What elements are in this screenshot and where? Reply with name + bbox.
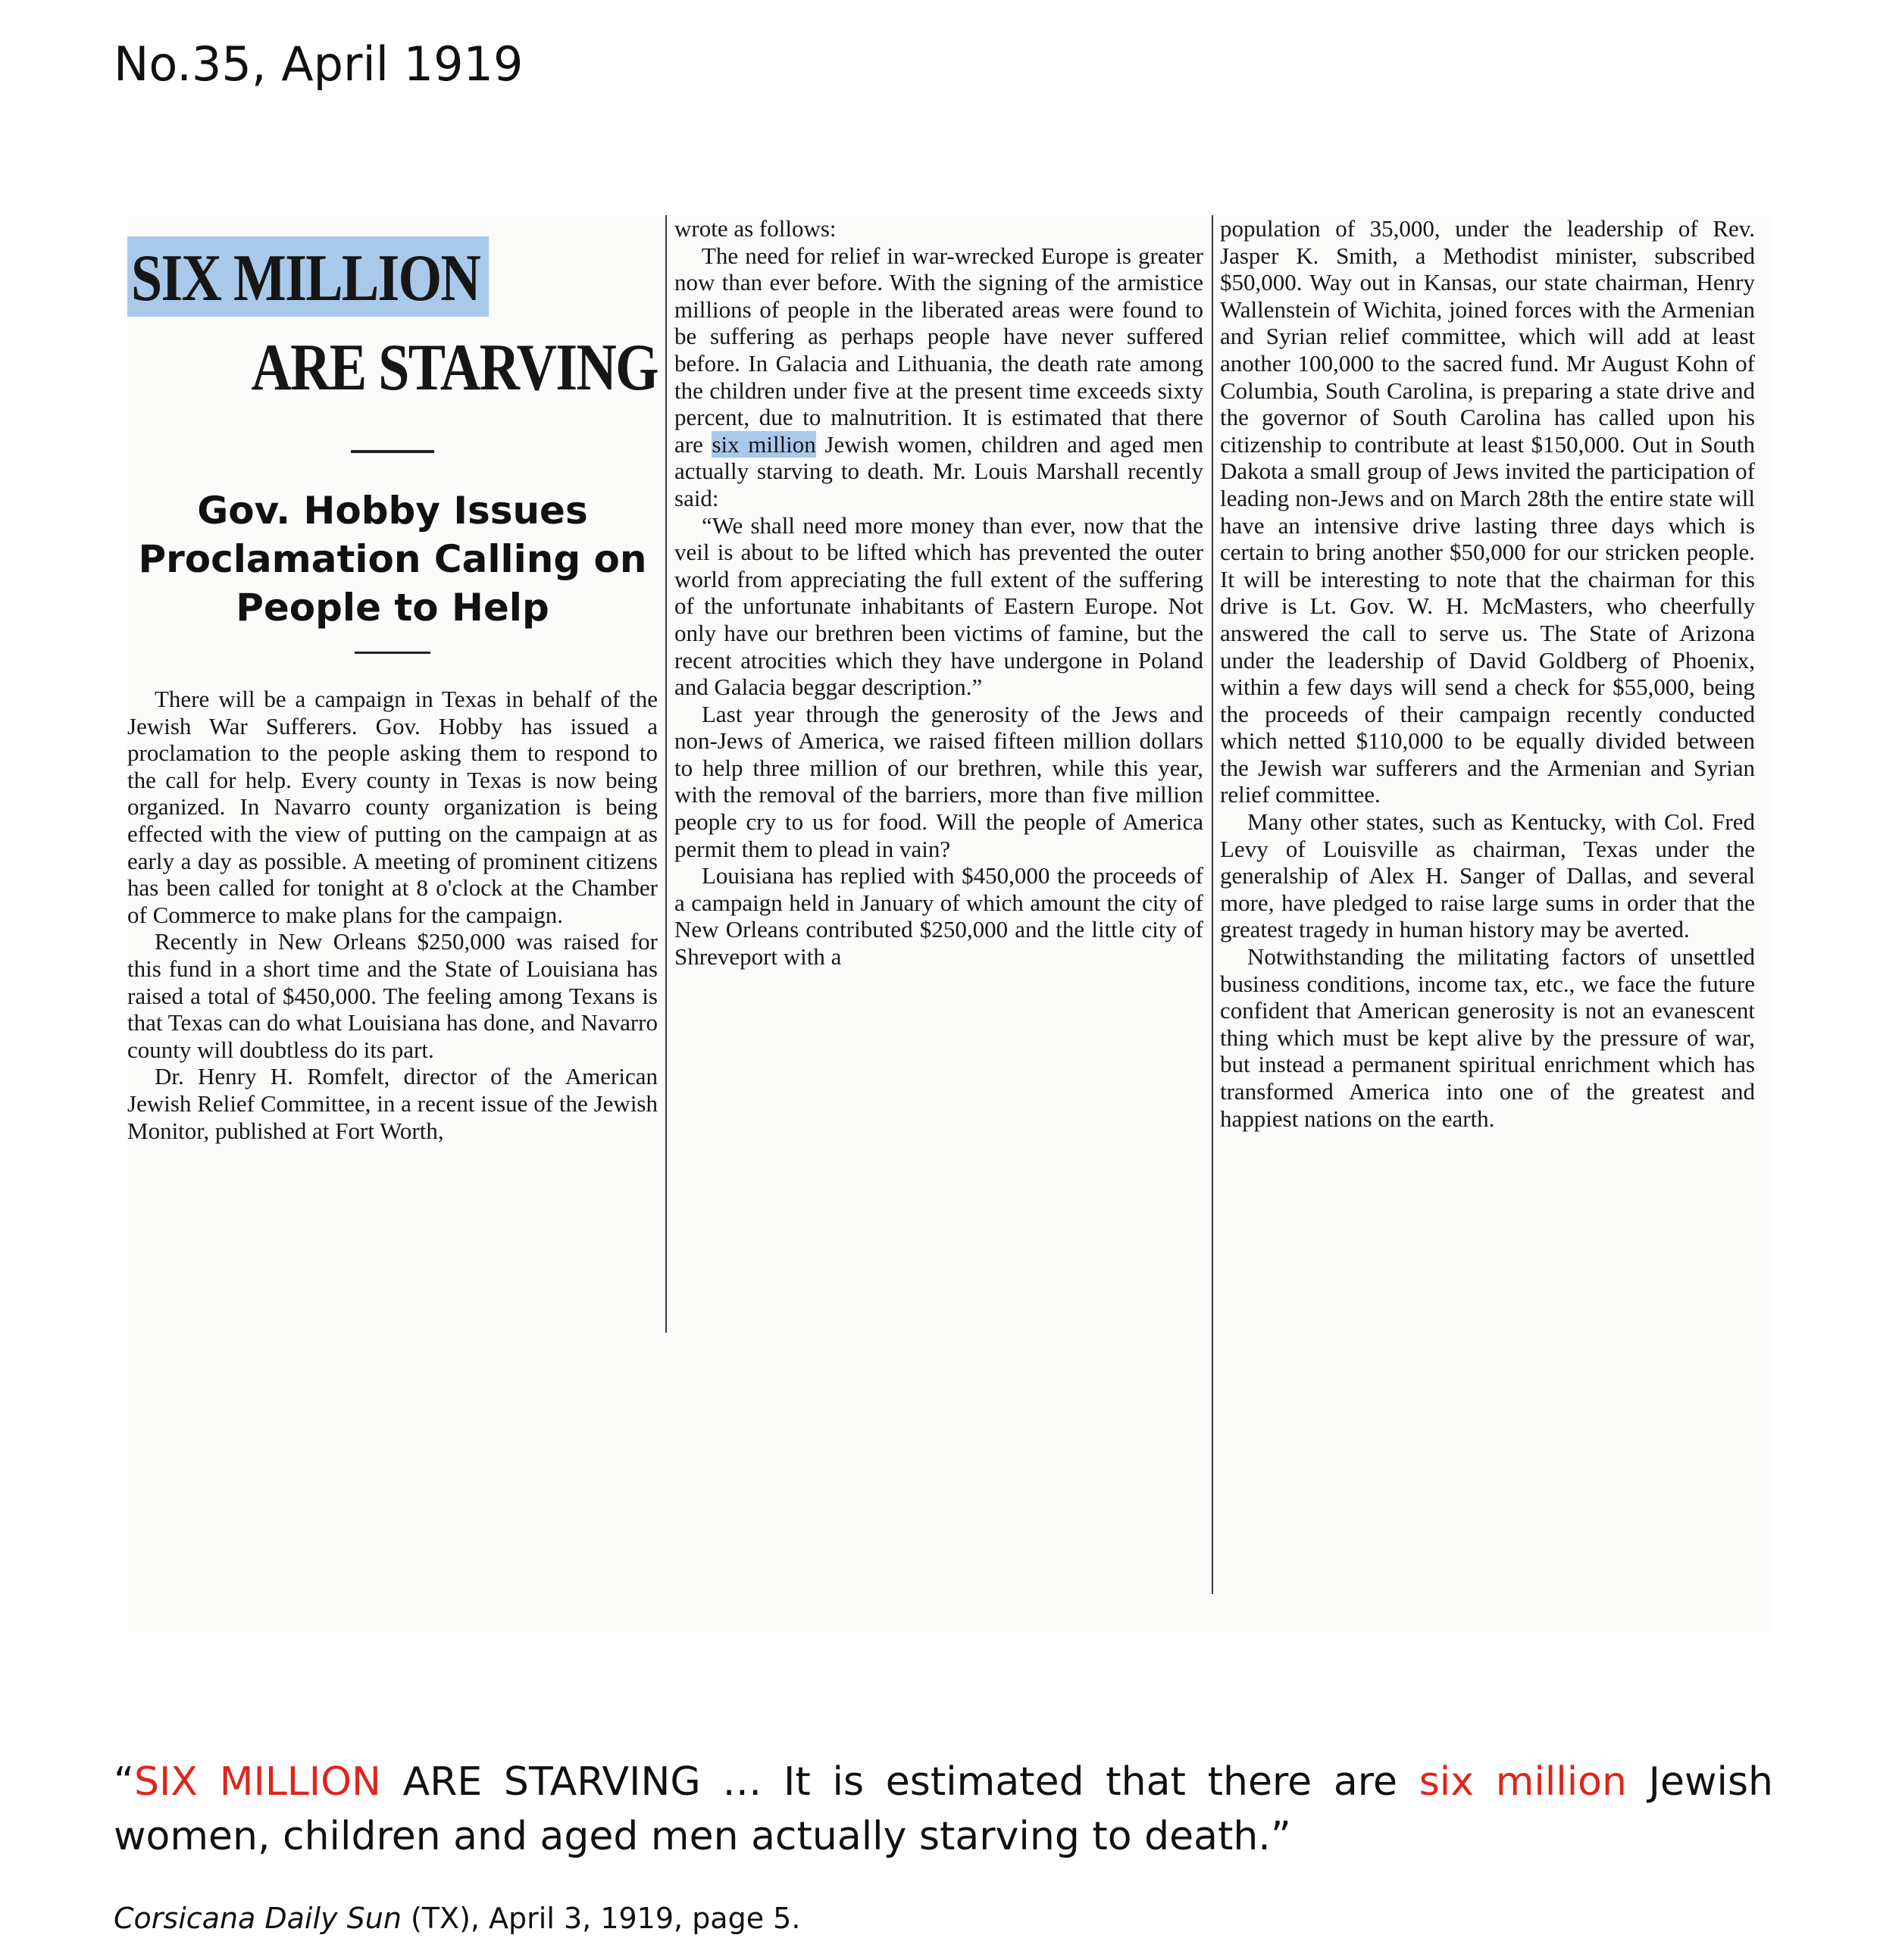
quote-text: ARE STARVING … It is estimated that there are [380,1759,1419,1805]
quote-red-phrase: six million [1419,1759,1627,1805]
publication-name: Corsicana Daily Sun [114,1902,402,1935]
article-paragraph: Many other states, such as Kentucky, with Col. Fred Levy of Louisville as chairman, Texas under the generalship of Alex H. Sanger of Dallas, and several more, have pledged to raise large sums in order that the greatest tragedy in human history may be averted. [1220,808,1755,943]
article-paragraph [674,242,1203,512]
column-rule [665,215,667,1333]
pull-quote [114,1755,1773,1864]
divider [355,652,430,654]
source-citation [114,1902,800,1935]
clipping-column-1 [127,215,658,1144]
quote-red-phrase: SIX MILLION [133,1759,381,1805]
article-paragraph: There will be a campaign in Texas in behalf of the Jewish War Sufferers. Gov. Hobby has issued a proclamation to the people asking them to respond to the call for help. Every county in Texas is now being organized. In Navarro county organization is being effected with the view of putting on the campaign at as early a day as possible. A meeting of prominent citizens has been called for tonight at 8 o'clock at the Chamber of Commerce to make plans for the campaign. [127,686,658,928]
headline-line-1: SIX MILLION [127,236,489,317]
article-paragraph: Notwithstanding the militating factors of unsettled business conditions, income tax, etc., we face the future confident that American generosity is not an evanescent thing which must be kept alive by the pressure of war, but instead a permanent spiritual enrichment which has transformed America into one of the greatest and happiest nations on the earth. [1220,943,1755,1132]
divider [351,450,434,453]
clipping-column-3 [1220,215,1755,1132]
article-paragraph: population of 35,000, under the leadership of Rev. Jasper K. Smith, a Methodist minister, subscribed $50,000. Way out in Kansas, our state chairman, Henry Wallenstein of Wichita, joined forces with the Armenian and Syrian relief committee, which will add at least another 100,000 to the sacred fund. Mr August Kohn of Columbia, South Carolina, is preparing a state drive and the governor of South Carolina has called upon his citizenship to contribute at least $150,000. Out in South Dakota a small group of Jews invited the participation of leading non-Jews and on March 28th the entire state will have an intensive drive lasting three days which is certain to bring another $50,000 for our stricken people. It will be interesting to note that the chairman for this drive is Lt. Gov. W. H. McMasters, who cheerfully answered the call to serve us. The State of Arizona under the leadership of David Goldberg of Phoenix, within a few days will send a check for $55,000, being the proceeds of their campaign recently conducted which netted $110,000 to be equally divided between the Jewish war sufferers and the Armenian and Syrian relief committee. [1220,215,1755,808]
clipping-column-2 [674,215,1203,971]
article-paragraph: “We shall need more money than ever, now that the veil is about to be lifted which has prevented the outer world from appreciating the full extent of the suffering of the unfortunate inhabitants of Eastern Europe. Not only have our brethren been victims of famine, but the recent atrocities which they have undergone in Poland and Galacia beggar description.” [674,511,1203,701]
quote-open-mark: “ [114,1759,134,1805]
newspaper-clipping [127,215,1772,1632]
subheadline: Gov. Hobby Issues Proclamation Calling on People to Help [138,489,647,630]
page-label: No.35, April 1919 [114,36,524,92]
headline-line-2: ARE STARVING [251,331,658,405]
column-rule [1212,215,1213,1594]
article-text: Jewish women, children and aged men actually starving to death. Mr. Louis Marshall recently said: [674,430,1204,511]
article-text: The need for relief in war-wrecked Europe is greater now than ever before. With the signing of the armistice millions of people in the liberated areas were found to be suffering as perhaps people have never suffered before. In Galacia and Lithuania, the death rate among the children under five at the present time exceeds sixty percent, due to malnutrition. It is estimated that there are [674,242,1203,458]
article-paragraph: Dr. Henry H. Romfelt, director of the American Jewish Relief Committee, in a recent issue of the Jewish Monitor, published at Fort Worth, [127,1063,658,1144]
article-paragraph: wrote as follows: [674,215,837,242]
article-paragraph: Louisiana has replied with $450,000 the proceeds of a campaign held in January of which amount the city of New Orleans contributed $250,000 and the little city of Shreveport with a [674,862,1203,971]
quote-text: Jewish women, children and aged men actually starving to death.” [114,1759,1774,1859]
article-paragraph: Recently in New Orleans $250,000 was raised for this fund in a short time and the State of Louisiana has raised a total of $450,000. The feeling among Texans is that Texas can do what Louisiana has done, and Navarro county will doubtless do its part. [127,928,658,1063]
citation-details: (TX), April 3, 1919, page 5. [401,1902,801,1935]
article-paragraph: Last year through the generosity of the Jews and non-Jews of America, we raised fifteen million dollars to help three million of our brethren, while this year, with the removal of the barriers, more than five million people cry to us for food. Will the people of America permit them to plead in vain? [674,700,1203,862]
highlighted-phrase: six million [712,430,816,458]
